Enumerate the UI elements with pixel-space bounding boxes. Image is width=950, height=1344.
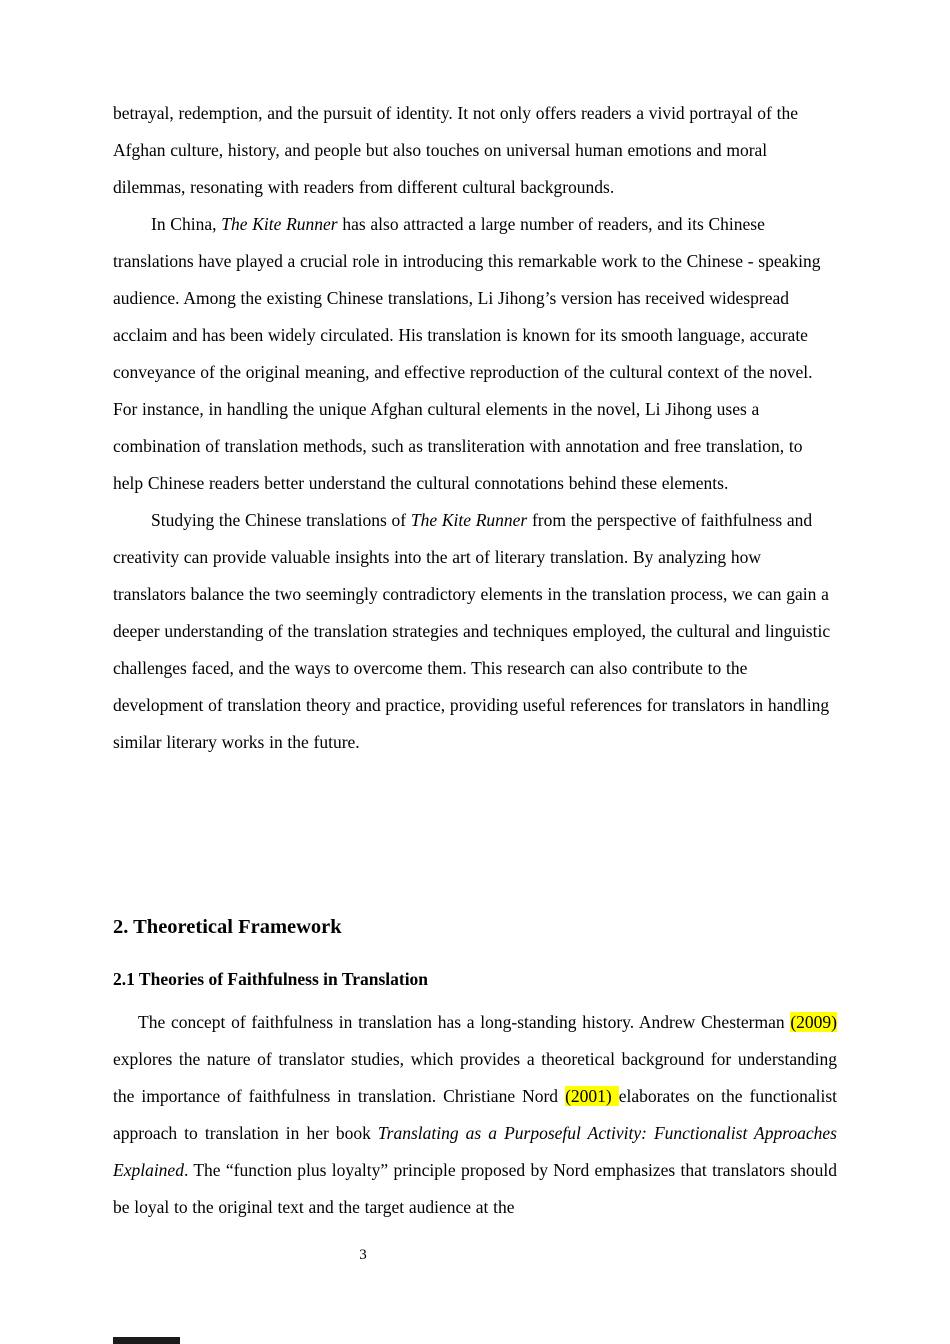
section-theoretical-framework <box>113 912 837 1226</box>
text-run: elaborates on the functionalist approach to translation in her book <box>113 1086 838 1143</box>
paragraph-study-significance <box>113 502 837 761</box>
text-run: The concept of faithfulness in translation has a long-standing history. Andrew Chesterman <box>138 1012 791 1032</box>
book-title-translating-as-a-purposeful-activity: Translating as a Purposeful Activity: Functionalist Approaches Explained <box>113 1123 837 1180</box>
page-body-text <box>113 95 837 761</box>
citation-highlight-2001: (2001) <box>565 1086 619 1106</box>
citation-highlight-2009: (2009) <box>790 1012 837 1032</box>
paragraph-chinese-reception <box>113 206 837 502</box>
page-number: 3 <box>359 1247 367 1263</box>
subsection-heading: 2.1 Theories of Faithfulness in Translation <box>113 969 429 989</box>
book-title-the-kite-runner: The Kite Runner <box>410 510 528 530</box>
section-heading: 2. Theoretical Framework <box>113 916 342 938</box>
text-run: has also attracted a large number of readers, and its Chinese translations have played a crucial role in introducing this remarkable work to the Chinese - speaking audience. Among the existing Chinese translations, Li Jihong’s version has received widespread acclaim and has been widely circulated. His translation is known for its smooth language, accurate conveyance of the original meaning, and effective reproduction of the cultural context of the novel. For instance, in handling the unique Afghan cultural elements in the novel, Li Jihong uses a combination of translation methods, such as transliteration with annotation and free translation, to help Chinese readers better understand the cultural connotations behind these elements. <box>113 214 821 493</box>
paragraph-faithfulness-theories <box>113 1004 837 1226</box>
next-page-edge-fragment <box>113 1337 180 1344</box>
text-run: In China, <box>151 214 222 234</box>
book-title-the-kite-runner: The Kite Runner <box>221 214 338 234</box>
text-run: . The “function plus loyalty” principle proposed by Nord emphasizes that translators should be loyal to the original text and the target audience at the <box>113 1160 837 1217</box>
paragraph-novel-themes <box>113 95 837 206</box>
text-run: Studying the Chinese translations of <box>151 510 411 530</box>
text-run: from the perspective of faithfulness and creativity can provide valuable insights into the art of literary translation. By analyzing how translators balance the two seemingly contradictory elements in the translation process, we can gain a deeper understanding of the translation strategies and techniques employed, the cultural and linguistic challenges faced, and the ways to overcome them. This research can also contribute to the development of translation theory and practice, providing useful references for translators in handling similar literary works in the future. <box>113 510 831 752</box>
text-run: explores the nature of translator studies, which provides a theoretical background for understanding the importance of faithfulness in translation. Christiane Nord <box>113 1049 837 1106</box>
text-run: betrayal, redemption, and the pursuit of identity. It not only offers readers a vivid portrayal of the Afghan culture, history, and people but also touches on universal human emotions and moral dilemmas, resonating with readers from different cultural backgrounds. <box>113 103 798 197</box>
